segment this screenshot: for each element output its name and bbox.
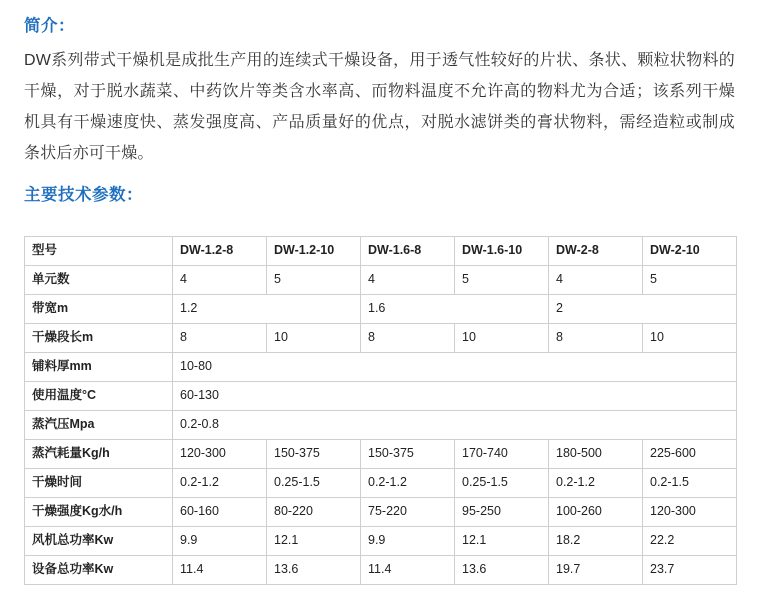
table-cell: 150-375 bbox=[267, 439, 361, 468]
table-cell: 0.2-0.8 bbox=[173, 410, 737, 439]
table-row bbox=[25, 381, 737, 410]
table-row-label: 干燥时间 bbox=[25, 468, 173, 497]
table-cell: 0.2-1.2 bbox=[173, 468, 267, 497]
table-cell: DW-1.2-10 bbox=[267, 236, 361, 265]
table-cell: 10 bbox=[267, 323, 361, 352]
table-cell: 5 bbox=[455, 265, 549, 294]
table-row-label: 干燥强度Kg水/h bbox=[25, 497, 173, 526]
table-cell: 11.4 bbox=[361, 555, 455, 584]
table-row-label: 干燥段长m bbox=[25, 323, 173, 352]
table-cell: 19.7 bbox=[549, 555, 643, 584]
table-cell: DW-1.6-8 bbox=[361, 236, 455, 265]
intro-paragraph: DW系列带式干燥机是成批生产用的连续式干燥设备，用于透气性较好的片状、条状、颗粒状物料的干燥，对于脱水蔬菜、中药饮片等类含水率高、而物料温度不允许高的物料尤为合适；该系列干燥机具有干燥速度快、蒸发强度高、产品质量好的优点，对脱水滤饼类的膏状物料，需经造粒或制成条状后亦可干燥。 bbox=[24, 51, 735, 162]
table-cell: 4 bbox=[173, 265, 267, 294]
table-cell: DW-2-10 bbox=[643, 236, 737, 265]
table-row-label: 设备总功率Kw bbox=[25, 555, 173, 584]
spec-table bbox=[24, 236, 737, 585]
table-cell: 11.4 bbox=[173, 555, 267, 584]
table-cell: 1.2 bbox=[173, 294, 361, 323]
table-cell: 13.6 bbox=[267, 555, 361, 584]
table-cell: 60-130 bbox=[173, 381, 737, 410]
table-cell: 4 bbox=[361, 265, 455, 294]
table-cell: 170-740 bbox=[455, 439, 549, 468]
intro-heading: 简介： bbox=[24, 17, 75, 35]
table-cell: 0.25-1.5 bbox=[267, 468, 361, 497]
table-cell: DW-1.6-10 bbox=[455, 236, 549, 265]
table-cell: 9.9 bbox=[361, 526, 455, 555]
table-cell: 10 bbox=[643, 323, 737, 352]
table-cell: 8 bbox=[361, 323, 455, 352]
params-heading: 主要技术参数： bbox=[24, 185, 143, 204]
table-cell: 0.2-1.2 bbox=[361, 468, 455, 497]
table-row-label: 蒸汽耗量Kg/h bbox=[25, 439, 173, 468]
table-row-label: 型号 bbox=[25, 236, 173, 265]
table-cell: DW-1.2-8 bbox=[173, 236, 267, 265]
table-row bbox=[25, 497, 737, 526]
table-cell: 5 bbox=[267, 265, 361, 294]
table-cell: 8 bbox=[173, 323, 267, 352]
table-cell: 120-300 bbox=[173, 439, 267, 468]
table-cell: 1.6 bbox=[361, 294, 549, 323]
table-cell: 10-80 bbox=[173, 352, 737, 381]
table-cell: 4 bbox=[549, 265, 643, 294]
spec-table-body bbox=[25, 236, 737, 584]
table-cell: 0.25-1.5 bbox=[455, 468, 549, 497]
table-cell: 12.1 bbox=[267, 526, 361, 555]
table-row bbox=[25, 352, 737, 381]
table-cell: 13.6 bbox=[455, 555, 549, 584]
table-cell: 100-260 bbox=[549, 497, 643, 526]
table-row-label: 蒸汽压Mpa bbox=[25, 410, 173, 439]
table-cell: 2 bbox=[549, 294, 737, 323]
table-row-label: 单元数 bbox=[25, 265, 173, 294]
table-cell: 5 bbox=[643, 265, 737, 294]
table-cell: 23.7 bbox=[643, 555, 737, 584]
table-cell: 22.2 bbox=[643, 526, 737, 555]
table-cell: 60-160 bbox=[173, 497, 267, 526]
table-row bbox=[25, 555, 737, 584]
table-row bbox=[25, 410, 737, 439]
table-row bbox=[25, 236, 737, 265]
table-cell: 225-600 bbox=[643, 439, 737, 468]
table-row bbox=[25, 323, 737, 352]
table-cell: 10 bbox=[455, 323, 549, 352]
table-cell: 0.2-1.2 bbox=[549, 468, 643, 497]
table-cell: 80-220 bbox=[267, 497, 361, 526]
table-cell: 120-300 bbox=[643, 497, 737, 526]
table-cell: 150-375 bbox=[361, 439, 455, 468]
table-row bbox=[25, 468, 737, 497]
table-row-label: 使用温度°C bbox=[25, 381, 173, 410]
table-row-label: 风机总功率Kw bbox=[25, 526, 173, 555]
table-cell: 0.2-1.5 bbox=[643, 468, 737, 497]
table-cell: 180-500 bbox=[549, 439, 643, 468]
table-cell: 12.1 bbox=[455, 526, 549, 555]
table-cell: 95-250 bbox=[455, 497, 549, 526]
table-row-label: 带宽m bbox=[25, 294, 173, 323]
spacer bbox=[24, 169, 735, 183]
table-cell: 8 bbox=[549, 323, 643, 352]
table-row bbox=[25, 265, 737, 294]
table-row-label: 铺料厚mm bbox=[25, 352, 173, 381]
table-cell: DW-2-8 bbox=[549, 236, 643, 265]
table-cell: 75-220 bbox=[361, 497, 455, 526]
table-row bbox=[25, 526, 737, 555]
table-row bbox=[25, 294, 737, 323]
spacer bbox=[24, 208, 735, 236]
table-row bbox=[25, 439, 737, 468]
table-cell: 18.2 bbox=[549, 526, 643, 555]
table-cell: 9.9 bbox=[173, 526, 267, 555]
